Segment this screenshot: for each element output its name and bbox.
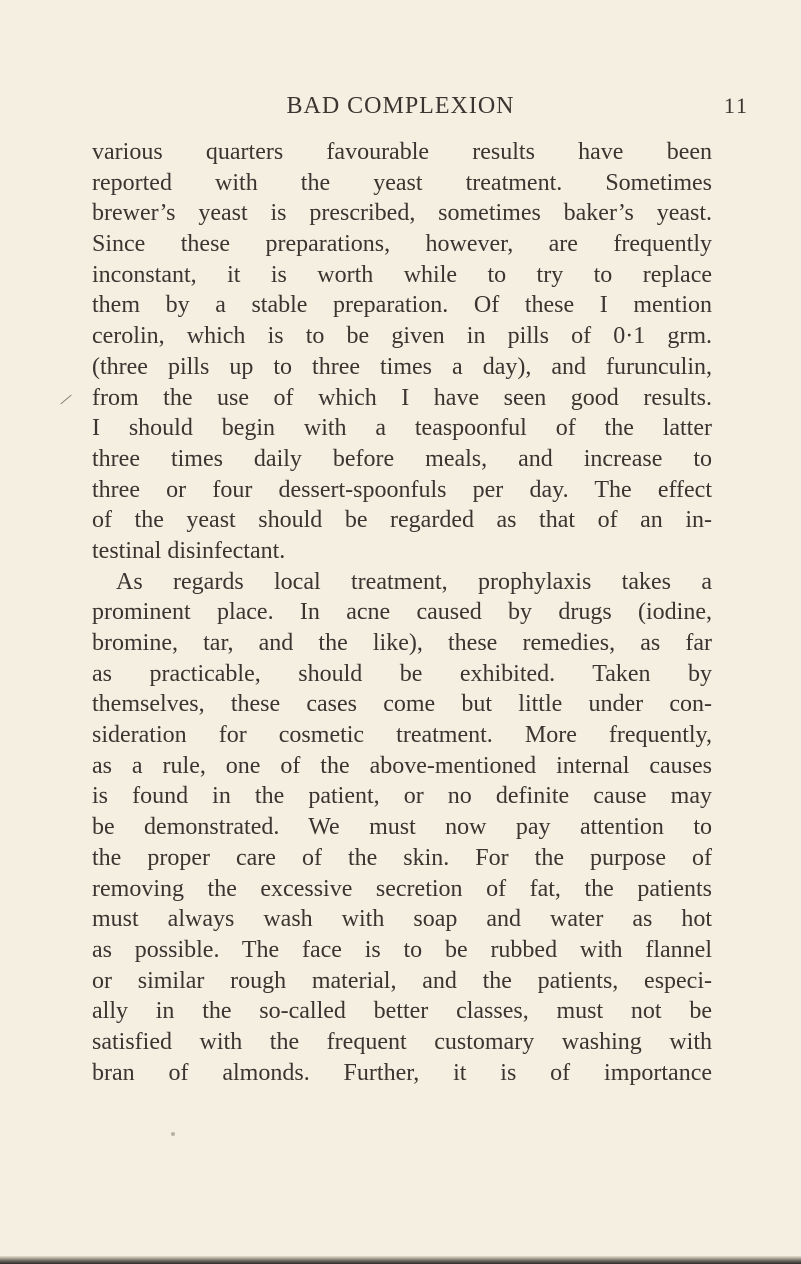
text-line: as practicable, should be exhibited. Taken by <box>92 660 712 687</box>
text-line: brewer’s yeast is prescribed, sometimes baker’s yeast. <box>92 200 712 227</box>
text-line: reported with the yeast treatment. Sometimes <box>92 169 712 196</box>
pencil-mark <box>60 395 71 405</box>
text-line: them by a stable preparation. Of these I mention <box>92 292 712 319</box>
text-line: cerolin, which is to be given in pills of 0·1 grm. <box>92 323 712 350</box>
text-line: Since these preparations, however, are frequently <box>92 231 712 258</box>
text-line: the proper care of the skin. For the purpose of <box>92 844 712 871</box>
text-line: prominent place. In acne caused by drugs (iodine, <box>92 599 712 626</box>
page-bottom-edge <box>0 1256 801 1264</box>
text-line: inconstant, it is worth while to try to replace <box>92 261 712 288</box>
text-line: various quarters favourable results have been <box>92 139 712 165</box>
text-line: removing the excessive secretion of fat, the patients <box>92 875 712 902</box>
text-line: bromine, tar, and the like), these remedies, as far <box>92 630 712 656</box>
text-line: I should begin with a teaspoonful of the latter <box>92 415 712 442</box>
text-line: bran of almonds. Further, it is of importance <box>92 1059 712 1086</box>
text-line: satisfied with the frequent customary washing with <box>92 1028 712 1055</box>
text-line: as a rule, one of the above-mentioned internal causes <box>92 752 712 779</box>
text-line: themselves, these cases come but little under con- <box>92 691 712 718</box>
text-line: be demonstrated. We must now pay attention to <box>92 814 712 841</box>
page-number: 11 <box>723 93 749 118</box>
running-head <box>0 90 801 122</box>
text-line: from the use of which I have seen good results. <box>92 384 712 411</box>
text-line: As regards local treatment, prophylaxis takes a <box>116 568 712 595</box>
text-line: (three pills up to three times a day), and furunculin, <box>92 353 712 380</box>
text-line: ally in the so-called better classes, must not be <box>92 998 712 1025</box>
text-line: of the yeast should be regarded as that of an in- <box>92 507 712 534</box>
text-line: or similar rough material, and the patients, especi- <box>92 967 712 994</box>
paper-speck <box>171 1132 175 1136</box>
text-line: is found in the patient, or no definite cause may <box>92 783 712 810</box>
text-line: testinal disinfectant. <box>92 537 286 564</box>
text-line: sideration for cosmetic treatment. More frequently, <box>92 722 712 749</box>
body-text <box>92 137 712 1088</box>
running-title: BAD COMPLEXION <box>286 93 515 119</box>
text-line: must always wash with soap and water as hot <box>92 906 712 933</box>
text-line: three times daily before meals, and increase to <box>92 445 712 472</box>
text-line: as possible. The face is to be rubbed with flannel <box>92 936 712 963</box>
text-line: three or four dessert-spoonfuls per day. The effect <box>92 476 712 503</box>
